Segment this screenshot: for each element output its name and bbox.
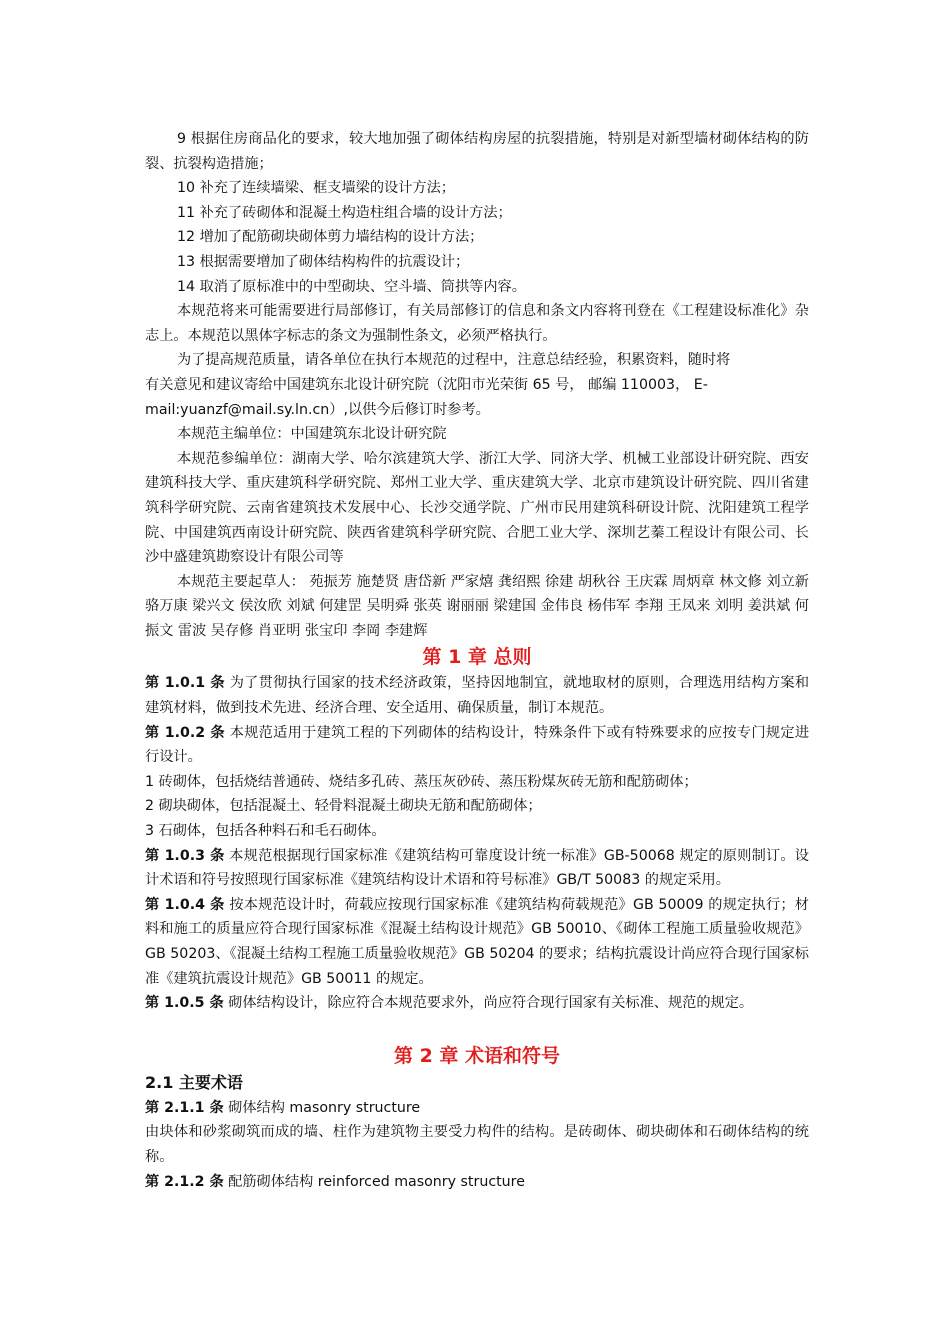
- main-drafters: 本规范主要起草人： 苑振芳 施楚贤 唐岱新 严家熺 龚绍熙 徐建 胡秋谷 王庆霖 周炳章 林文修 刘立新 骆万康 梁兴文 侯汝欣 刘斌 何建罡 吴明舜 张英 谢丽丽 梁建国 金伟良 杨伟军 李翔 王凤来 刘明 姜洪斌 何振文 雷波 吴存修 肖亚明 张宝印 李岡 李建辉: [145, 573, 809, 639]
- article-text: 配筋砌体结构 reinforced masonry structure: [223, 1173, 525, 1190]
- intro-item-11: 11 补充了砖砌体和混凝土构造柱组合墙的设计方法；: [177, 204, 512, 221]
- article-1-0-5: [145, 991, 809, 1016]
- feedback-line: 为了提高规范质量，请各单位在执行本规范的过程中，注意总结经验，积累资料，随时将: [177, 352, 731, 369]
- article-1-0-4: [145, 893, 809, 991]
- intro-item-9: 9 根据住房商品化的要求，较大地加强了砌体结构房屋的抗裂措施，特别是对新型墙材砌体结构的防裂、抗裂构造措施；: [145, 131, 809, 172]
- revision-note: 本规范将来可能需要进行局部修订，有关局部修订的信息和条文内容将刊登在《工程建设标准化》杂志上。本规范以黑体字标志的条文为强制性条文，必须严格执行。: [145, 303, 809, 344]
- intro-item-10: 10 补充了连续墙梁、框支墙梁的设计方法；: [177, 180, 455, 197]
- participating-units: 本规范参编单位：湖南大学、哈尔滨建筑大学、浙江大学、同济大学、机械工业部设计研究院、西安建筑科技大学、重庆建筑科学研究院、郑州工业大学、重庆建筑大学、北京市建筑设计研究院、四川省建筑科学研究院、云南省建筑技术发展中心、长沙交通学院、广州市民用建筑科研设计院、沈阳建筑工程学院、中国建筑西南设计研究院、陕西省建筑科学研究院、合肥工业大学、深圳艺蓁工程设计有限公司、长沙中盛建筑勘察设计有限公司等: [145, 450, 809, 566]
- feedback-line: mail:yuanzf@mail.sy.ln.cn）,以供今后修订时参考。: [145, 401, 490, 418]
- chapter-2-title: 第 2 章 术语和符号: [393, 1044, 561, 1067]
- chief-editor-unit: 本规范主编单位：中国建筑东北设计研究院: [177, 426, 447, 443]
- article-label: 第 1.0.4 条: [145, 896, 225, 913]
- article-2-1-1: [145, 1096, 809, 1121]
- article-text: 砌体结构 masonry structure: [223, 1099, 421, 1116]
- article-text: 砌体结构设计，除应符合本规范要求外，尚应符合现行国家有关标准、规范的规定。: [223, 995, 754, 1012]
- article-text: 为了贯彻执行国家的技术经济政策，坚持因地制宜，就地取材的原则，合理选用结构方案和建筑材料，做到技术先进、经济合理、安全适用、确保质量，制订本规范。: [145, 675, 810, 717]
- article-1-0-2: [145, 721, 809, 770]
- article-text: 按本规范设计时，荷载应按现行国家标准《建筑结构荷载规范》GB 50009 的规定执行；材料和施工的质量应符合现行国家标准《混凝土结构设计规范》GB 50010、《砌体工程施工质量验收规范》GB 50203、《混凝土结构工程施工质量验收规范》GB 50204 的要求；结构抗震设计尚应符合现行国家标准《建筑抗震设计规范》GB 50011 的规定。: [145, 896, 809, 987]
- article-1-0-1: [145, 671, 809, 720]
- article-text: 本规范适用于建筑工程的下列砌体的结构设计，特殊条件下或有特殊要求的应按专门规定进行设计。: [145, 724, 810, 766]
- article-label: 第 1.0.3 条: [145, 847, 225, 864]
- article-label: 第 1.0.1 条: [145, 675, 225, 692]
- document-body: [145, 127, 809, 1194]
- chapter-1-title: 第 1 章 总则: [422, 646, 532, 669]
- article-label: 第 1.0.5 条: [145, 995, 224, 1012]
- article-label: 第 2.1.1 条: [145, 1099, 224, 1116]
- article-2-1-1-definition: 由块体和砂浆砌筑而成的墙、柱作为建筑物主要受力构件的结构。是砖砌体、砌块砌体和石砌体结构的统称。: [145, 1124, 809, 1165]
- article-1-0-2-item-1: 1 砖砌体，包括烧结普通砖、烧结多孔砖、蒸压灰砂砖、蒸压粉煤灰砖无筋和配筋砌体；: [145, 773, 698, 790]
- intro-item-12: 12 增加了配筋砌块砌体剪力墙结构的设计方法；: [177, 229, 484, 246]
- article-1-0-2-item-3: 3 石砌体，包括各种料石和毛石砌体。: [145, 823, 386, 840]
- section-2-1-title: 2.1 主要术语: [145, 1072, 243, 1092]
- article-label: 第 1.0.2 条: [145, 724, 225, 741]
- intro-item-13: 13 根据需要增加了砌体结构构件的抗震设计；: [177, 253, 470, 270]
- article-1-0-3: [145, 844, 809, 893]
- article-2-1-2: [145, 1170, 809, 1195]
- article-label: 第 2.1.2 条: [145, 1173, 224, 1190]
- feedback-line: 有关意见和建议寄给中国建筑东北设计研究院（沈阳市光荣街 65 号， 邮编 110003， E-: [145, 376, 708, 393]
- article-text: 本规范根据现行国家标准《建筑结构可靠度设计统一标准》GB-50068 规定的原则制订。设计术语和符号按照现行国家标准《建筑结构设计术语和符号标准》GB/T 50083 的规定采用。: [145, 847, 809, 889]
- article-1-0-2-item-2: 2 砌块砌体，包括混凝土、轻骨料混凝土砌块无筋和配筋砌体；: [145, 798, 542, 815]
- feedback-paragraph: [145, 348, 809, 422]
- intro-item-14: 14 取消了原标准中的中型砌块、空斗墙、筒拱等内容。: [177, 278, 526, 295]
